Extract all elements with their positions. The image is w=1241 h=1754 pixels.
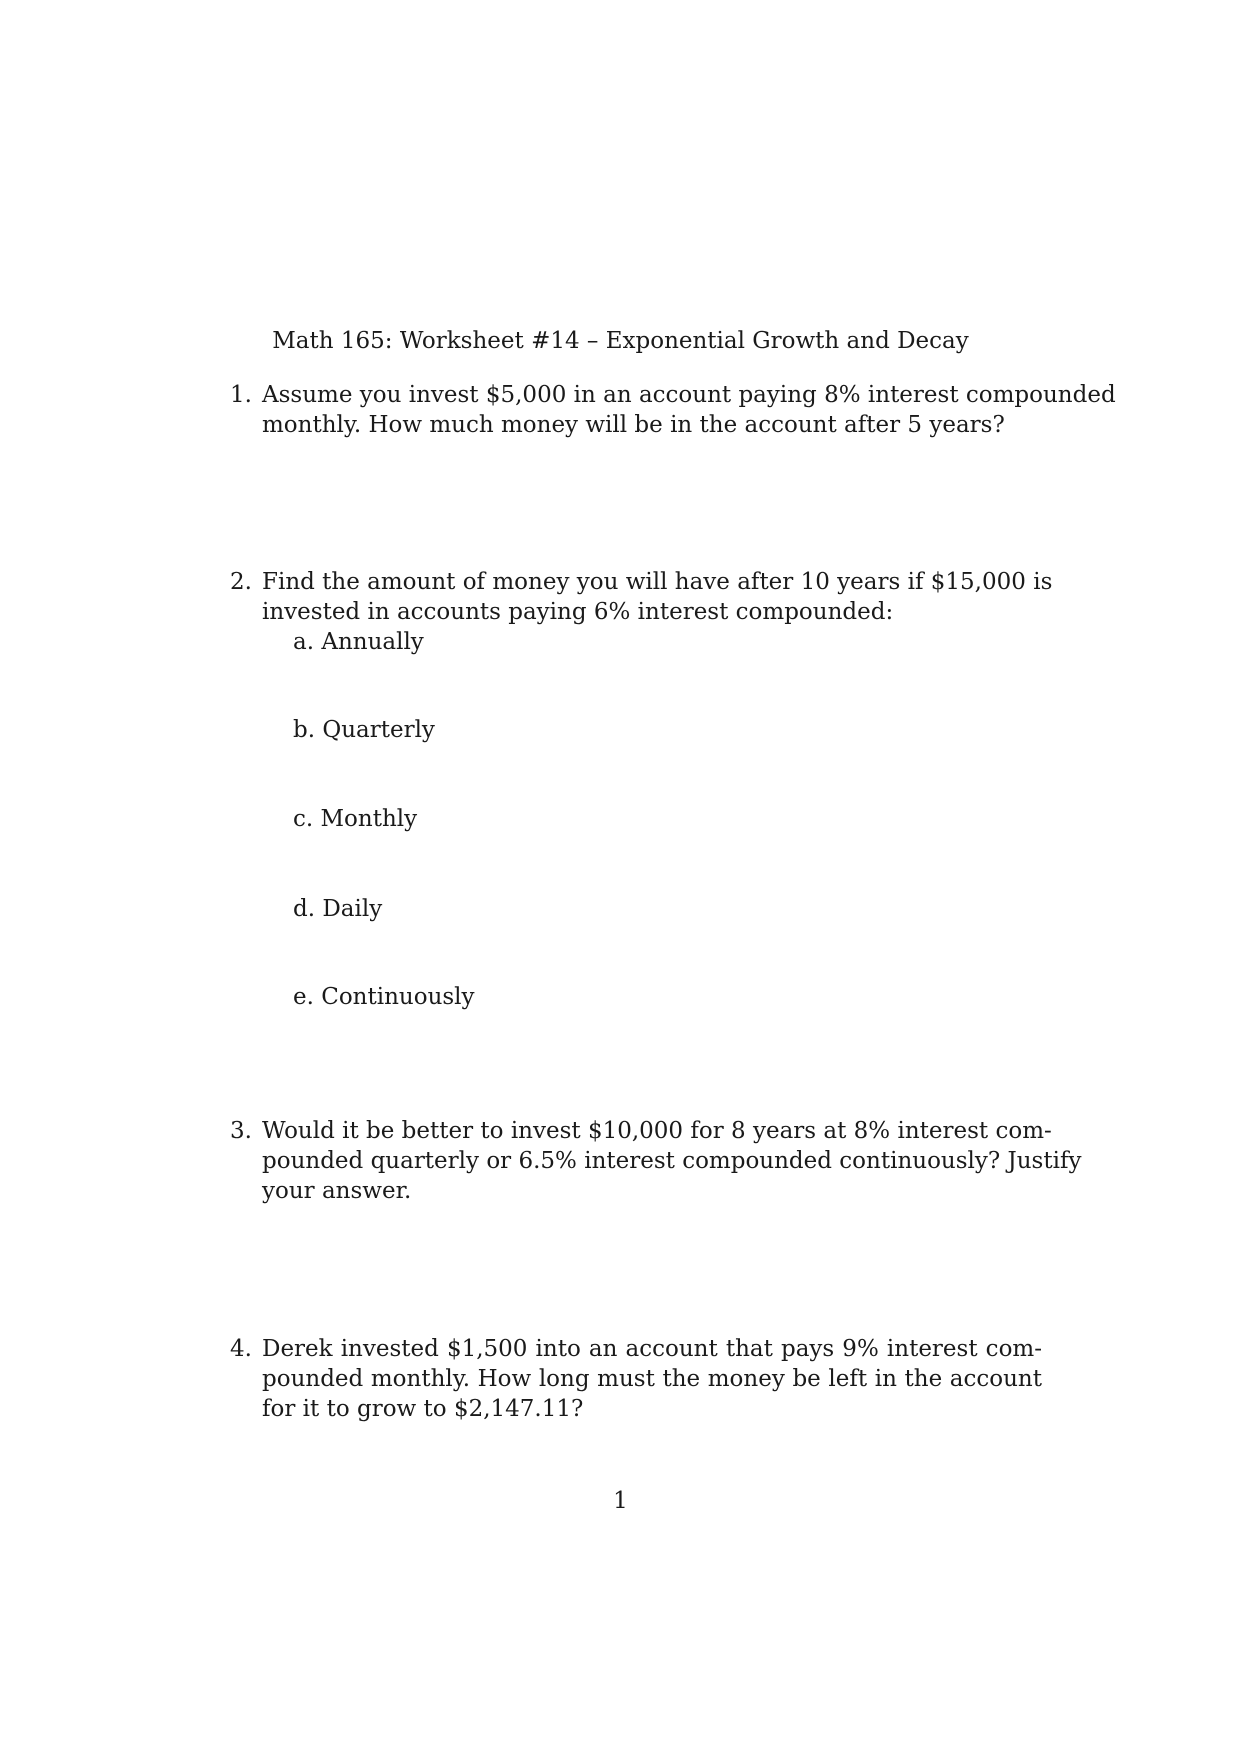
question-text-line: Assume you invest $5,000 in an account paying 8% interest compounded [262,382,1116,408]
question-2 [230,567,1053,627]
question-text-line: your answer. [262,1178,412,1204]
question-2-part-a: a. Annually [293,629,424,655]
question-number: 1. [230,382,252,408]
question-text-line: Would it be better to invest $10,000 for 8 years at 8% interest com- [262,1118,1052,1144]
question-text-line: pounded quarterly or 6.5% interest compounded continuously? Justify [262,1148,1082,1174]
question-number: 3. [230,1118,252,1144]
question-number: 4. [230,1336,252,1362]
question-text-line: invested in accounts paying 6% interest compounded: [262,599,894,625]
page-number: 1 [613,1488,628,1514]
question-text-line: Derek invested $1,500 into an account that pays 9% interest com- [262,1336,1042,1362]
question-1 [230,380,1116,440]
question-2-part-e: e. Continuously [293,984,475,1010]
question-text-line: Find the amount of money you will have after 10 years if $15,000 is [262,569,1053,595]
question-2-part-c: c. Monthly [293,806,418,832]
question-2-part-b: b. Quarterly [293,717,435,743]
question-3 [230,1116,1082,1206]
question-2-part-d: d. Daily [293,896,383,922]
question-number: 2. [230,569,252,595]
question-text-line: pounded monthly. How long must the money be left in the account [262,1366,1042,1392]
question-text-line: for it to grow to $2,147.11? [262,1396,584,1422]
question-4 [230,1334,1042,1424]
worksheet-title: Math 165: Worksheet #14 – Exponential Growth and Decay [272,328,969,354]
question-text-line: monthly. How much money will be in the account after 5 years? [262,412,1005,438]
